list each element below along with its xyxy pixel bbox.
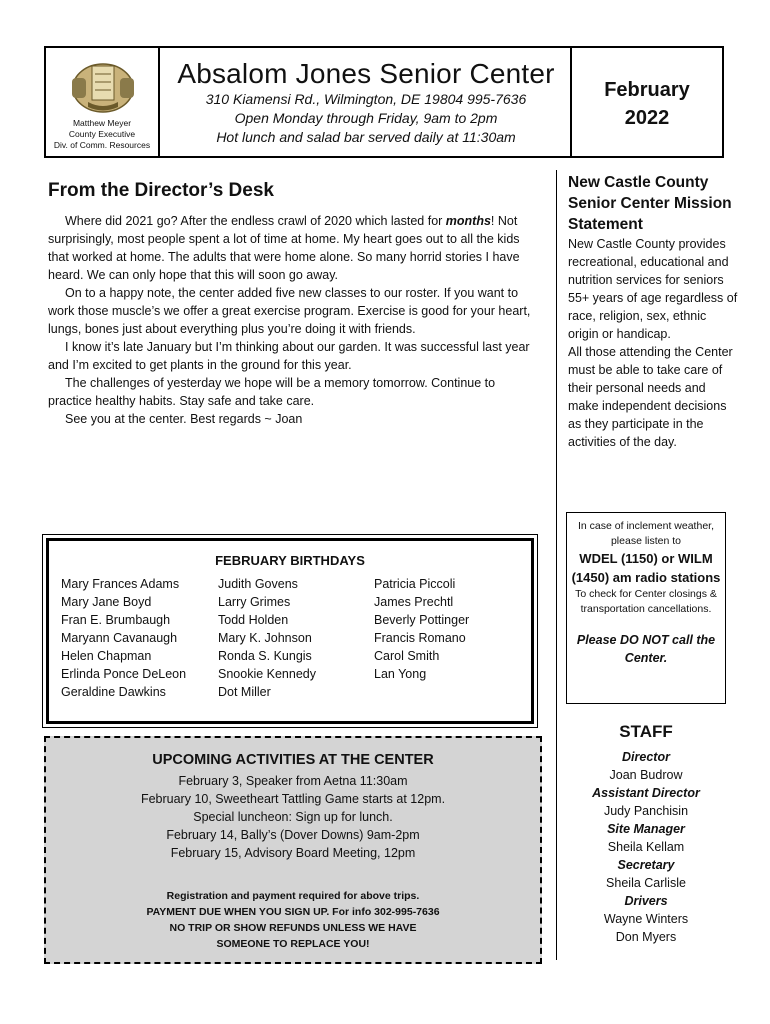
activities-title: UPCOMING ACTIVITIES AT THE CENTER [152,752,434,768]
newsletter-header [44,46,724,158]
issue-year: 2022 [624,107,670,129]
birthday-name: James Prechtl [374,595,454,609]
weather-intro: In case of inclement weather, please listen to [578,520,714,547]
mission-text-2: All those attending the Center must be able to take care of their personal needs and make independent decisions as they participate in the activities of the day. [568,345,733,449]
county-executive-title: County Executive [68,129,136,139]
inclement-weather-box [566,512,726,704]
weather-purpose: To check for Center closings & transportation cancellations. [575,588,717,615]
director-paragraph-4: The challenges of yesterday we hope will be a memory tomorrow. Continue to practice healthy habits. Stay safe and take care. [48,376,496,408]
do-not-call-notice: Please DO NOT call the Center. [576,633,716,665]
birthday-name: Judith Govens [218,577,298,591]
upcoming-activities-box [44,736,542,964]
birthdays-title: FEBRUARY BIRTHDAYS [215,553,365,568]
staff-name: Don Myers [615,930,677,944]
birthdays-box [42,534,538,728]
birthdays-column-1 [61,575,186,701]
birthday-name: Francis Romano [374,631,466,645]
birthday-name: Mary Frances Adams [61,577,180,591]
center-title: Absalom Jones Senior Center [177,58,555,89]
center-address: 310 Kiamensi Rd., Wilmington, DE 19804 995-7636 [205,91,527,107]
staff-heading: STAFF [619,722,673,741]
activity-item: February 15, Advisory Board Meeting, 12pm [170,846,416,860]
birthday-name: Patricia Piccoli [374,577,456,591]
activity-item: February 14, Bally’s (Dover Downs) 9am-2pm [166,828,420,842]
birthday-name: Dot Miller [218,685,271,699]
county-seal-icon [68,60,138,114]
birthday-name: Carol Smith [374,649,440,663]
mission-statement [568,172,738,451]
birthday-name: Lan Yong [374,667,427,681]
staff-role: Director [622,750,670,764]
issue-date [570,48,722,156]
division-name: Div. of Comm. Resources [53,140,151,150]
staff-name: Wayne Winters [603,912,689,926]
staff-role: Assistant Director [592,786,700,800]
birthday-name: Todd Holden [218,613,289,627]
director-paragraph-1: Where did 2021 go? After the endless crawl of 2020 which lasted for months! Not surprisingly, most people spent a lot of time at home. My heart goes out to all the kids that worked at home. The adults that were home alone. So many horrid stories I have heard. We can only hope that this will soon go away. [48,214,520,282]
birthday-name: Geraldine Dawkins [61,685,166,699]
birthday-name: Erlinda Ponce DeLeon [61,667,187,681]
mission-text: New Castle County provides recreational, educational and nutrition services for seniors 55+ years of age regardless of race, religion, sex, ethnic origin or handicap. [568,237,738,341]
center-hours: Open Monday through Friday, 9am to 2pm [234,110,498,126]
county-logo-cell [46,48,160,156]
activity-item: Special luncheon: Sign up for lunch. [193,810,393,824]
lunch-info: Hot lunch and salad bar served daily at 11:30am [216,129,516,145]
director-signoff: See you at the center. Best regards ~ Joan [65,412,303,426]
director-paragraph-3: I know it’s late January but I’m thinking about our garden. It was successful last year and I’m excited to get plants in the ground for this year. [48,340,530,372]
birthday-name: Snookie Kennedy [218,667,316,681]
staff-name: Joan Budrow [609,768,683,782]
directors-desk-heading: From the Director’s Desk [48,180,274,201]
birthdays-column-2 [218,575,316,701]
issue-month: February [604,79,690,101]
mission-heading: New Castle County Senior Center Mission Statement [568,174,732,233]
birthdays-column-3 [374,575,469,683]
birthday-name: Beverly Pottinger [374,613,470,627]
activity-item: February 3, Speaker from Aetna 11:30am [178,774,408,788]
director-paragraph-2: On to a happy note, the center added five new classes to our roster. If you want to work those muscle’s we offer a great exercise program. Exercise is good for your heart, lungs, bones just about everything plus you’re doing it with friends. [48,286,531,336]
staff-name: Sheila Kellam [607,840,685,854]
county-executive-name: Matthew Meyer [72,118,132,128]
logo-caption [46,118,158,151]
staff-list [562,722,730,946]
staff-name: Judy Panchisin [603,804,689,818]
staff-role: Drivers [624,894,668,908]
staff-role: Secretary [617,858,675,872]
staff-name: Sheila Carlisle [606,876,686,890]
column-divider [556,170,557,960]
title-cell [162,48,570,156]
emphasis-months: months [445,214,491,228]
radio-stations: WDEL (1150) or WILM (1450) am radio stations [571,551,721,585]
birthday-name: Fran E. Brumbaugh [61,613,171,627]
birthday-name: Mary Jane Boyd [61,595,152,609]
birthday-name: Ronda S. Kungis [218,649,312,663]
activity-item: February 10, Sweetheart Tattling Game starts at 12pm. [140,792,446,806]
birthday-name: Maryann Cavanaugh [61,631,178,645]
directors-desk [48,180,538,428]
birthday-name: Helen Chapman [61,649,152,663]
trip-payment-note: Registration and payment required for above trips. PAYMENT DUE WHEN YOU SIGN UP. For info 302-995-7636 NO TRIP OR SHOW REFUNDS UNLESS WE HAVE SOMEONE TO REPLACE YOU! [146,890,440,950]
staff-role: Site Manager [607,822,685,836]
birthday-name: Mary K. Johnson [218,631,312,645]
birthday-name: Larry Grimes [218,595,291,609]
